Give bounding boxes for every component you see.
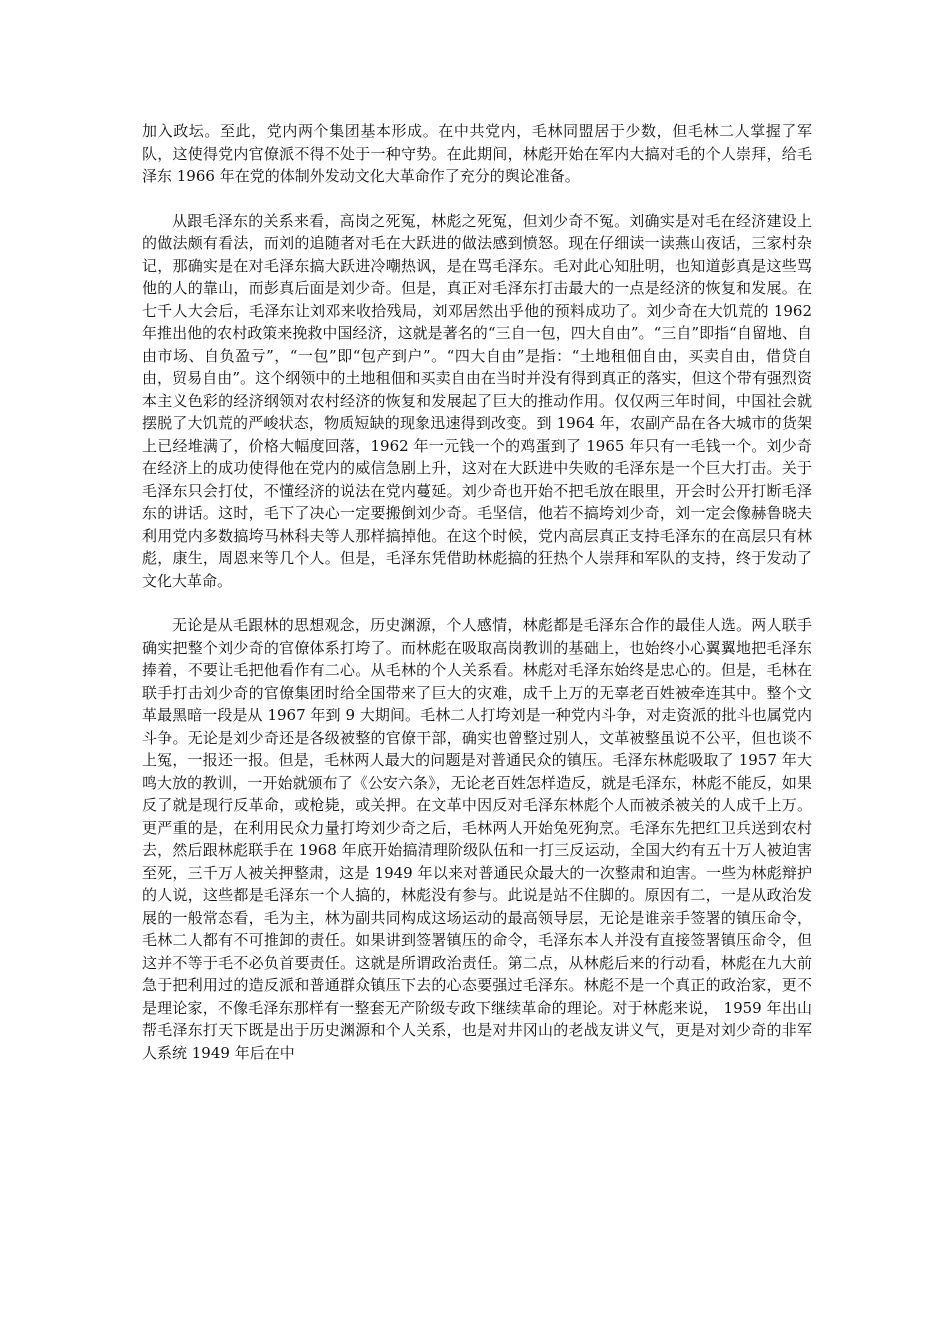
- paragraph-liu-shaoqi: 从跟毛泽东的关系来看，高岗之死冤，林彪之死冤，但刘少奇不冤。刘确实是对毛在经济建设上的做法颇有看法，而刘的追随者对毛在大跃进的做法感到愤怒。现在仔细读一读燕山夜话，三家村杂记，那确实是在对毛泽东搞大跃进冷嘲热讽，是在骂毛泽东。毛对此心知肚明，也知道彭真是这些骂他的人的靠山，而彭真后面是刘少奇。但是，真正对毛泽东打击最大的一点是经济的恢复和发展。在七千人大会后，毛泽东让刘邓来收拾残局，刘邓居然出乎他的预料成功了。刘少奇在大饥荒的 1962 年推出他的农村政策来挽救中国经济，这就是著名的“三自一包，四大自由”。“三自”即指“自留地、自由市场、自负盈亏”，“一包”即“包产到户”。“四大自由”是指：“土地租佃自由，买卖自由，借贷自由，贸易自由”。这个纲领中的土地租佃和买卖自由在当时并没有得到真正的落实，但这个带有强烈资本主义色彩的经济纲领对农村经济的恢复和发展起了巨大的推动作用。仅仅两三年时间，中国社会就摆脱了大饥荒的严峻状态，物质短缺的现象迅速得到改变。到 1964 年，农副产品在各大城市的货架上已经堆满了，价格大幅度回落，1962 年一元钱一个的鸡蛋到了 1965 年只有一毛钱一个。刘少奇在经济上的成功使得他在党内的威信急剧上升，这对在大跃进中失败的毛泽东是一个巨大打击。关于毛泽东只会打仗，不懂经济的说法在党内蔓延。刘少奇也开始不把毛放在眼里，开会时公开打断毛泽东的讲话。这时，毛下了决心一定要搬倒刘少奇。毛坚信，他若不搞垮刘少奇，刘一定会像赫鲁晓夫利用党内多数搞垮马林科夫等人那样搞掉他。在这个时候，党内高层真正支持毛泽东的在高层只有林彪，康生，周恩来等几个人。但是，毛泽东凭借助林彪搞的狂热个人崇拜和军队的支持，终于发动了文化大革命。: [142, 211, 812, 590]
- document-page: [142, 120, 812, 1064]
- paragraph-gap: [142, 592, 812, 614]
- paragraph-gap: [142, 188, 812, 210]
- paragraph-continuation: 加入政坛。至此，党内两个集团基本形成。在中共党内，毛林同盟居于少数，但毛林二人掌握了军队，这使得党内官僚派不得不处于一种守势。在此期间，林彪开始在军内大搞对毛的个人崇拜，给毛泽东 1966 年在党的体制外发动文化大革命作了充分的舆论准备。: [142, 122, 812, 185]
- paragraph-mao-lin: 无论是从毛跟林的思想观念，历史渊源，个人感情，林彪都是毛泽东合作的最佳人选。两人联手确实把整个刘少奇的官僚体系打垮了。而林彪在吸取高岗教训的基础上，也始终小心翼翼地把毛泽东捧着，不要让毛把他看作有二心。从毛林的个人关系看。林彪对毛泽东始终是忠心的。但是，毛林在联手打击刘少奇的官僚集团时给全国带来了巨大的灾难，成千上万的无辜老百姓被牵连其中。整个文革最黑暗一段是从 1967 年到 9 大期间。毛林二人打垮刘是一种党内斗争，对走资派的批斗也属党内斗争。无论是刘少奇还是各级被整的官僚干部，确实也曾整过别人，文革被整虽说不公平，但也谈不上冤，一报还一报。但是，毛林两人最大的问题是对普通民众的镇压。毛泽东林彪吸取了 1957 年大鸣大放的教训，一开始就颁布了《公安六条》，无论老百姓怎样造反，就是毛泽东，林彪不能反，如果反了就是现行反革命，或枪毙，或关押。在文革中因反对毛泽东林彪个人而被杀被关的人成千上万。更严重的是，在利用民众力量打垮刘少奇之后，毛林两人开始兔死狗烹。毛泽东先把红卫兵送到农村去，然后跟林彪联手在 1968 年底开始搞清理阶级队伍和一打三反运动，全国大约有五十万人被迫害至死，三千万人被关押整肃，这是 1949 年以来对普通民众最大的一次整肃和迫害。一些为林彪辩护的人说，这些都是毛泽东一个人搞的，林彪没有参与。此说是站不住脚的。原因有二，一是从政治发展的一般常态看，毛为主，林为副共同构成这场运动的最高领导层，无论是谁亲手签署的镇压命令，毛林二人都有不可推卸的责任。如果讲到签署镇压的命令，毛泽东本人并没有直接签署镇压命令，但这并不等于毛不必负首要责任。这就是所谓政治责任。第二点，从林彪后来的行动看，林彪在九大前急于把利用过的造反派和普通群众镇压下去的心态要强过毛泽东。林彪不是一个真正的政治家，更不是理论家，不像毛泽东那样有一整套无产阶级专政下继续革命的理论。对于林彪来说， 1959 年出山帮毛泽东打天下既是出于历史渊源和个人关系，也是对井冈山的老战友讲义气，更是对刘少奇的非军人系统 1949 年后在中: [142, 616, 812, 1062]
